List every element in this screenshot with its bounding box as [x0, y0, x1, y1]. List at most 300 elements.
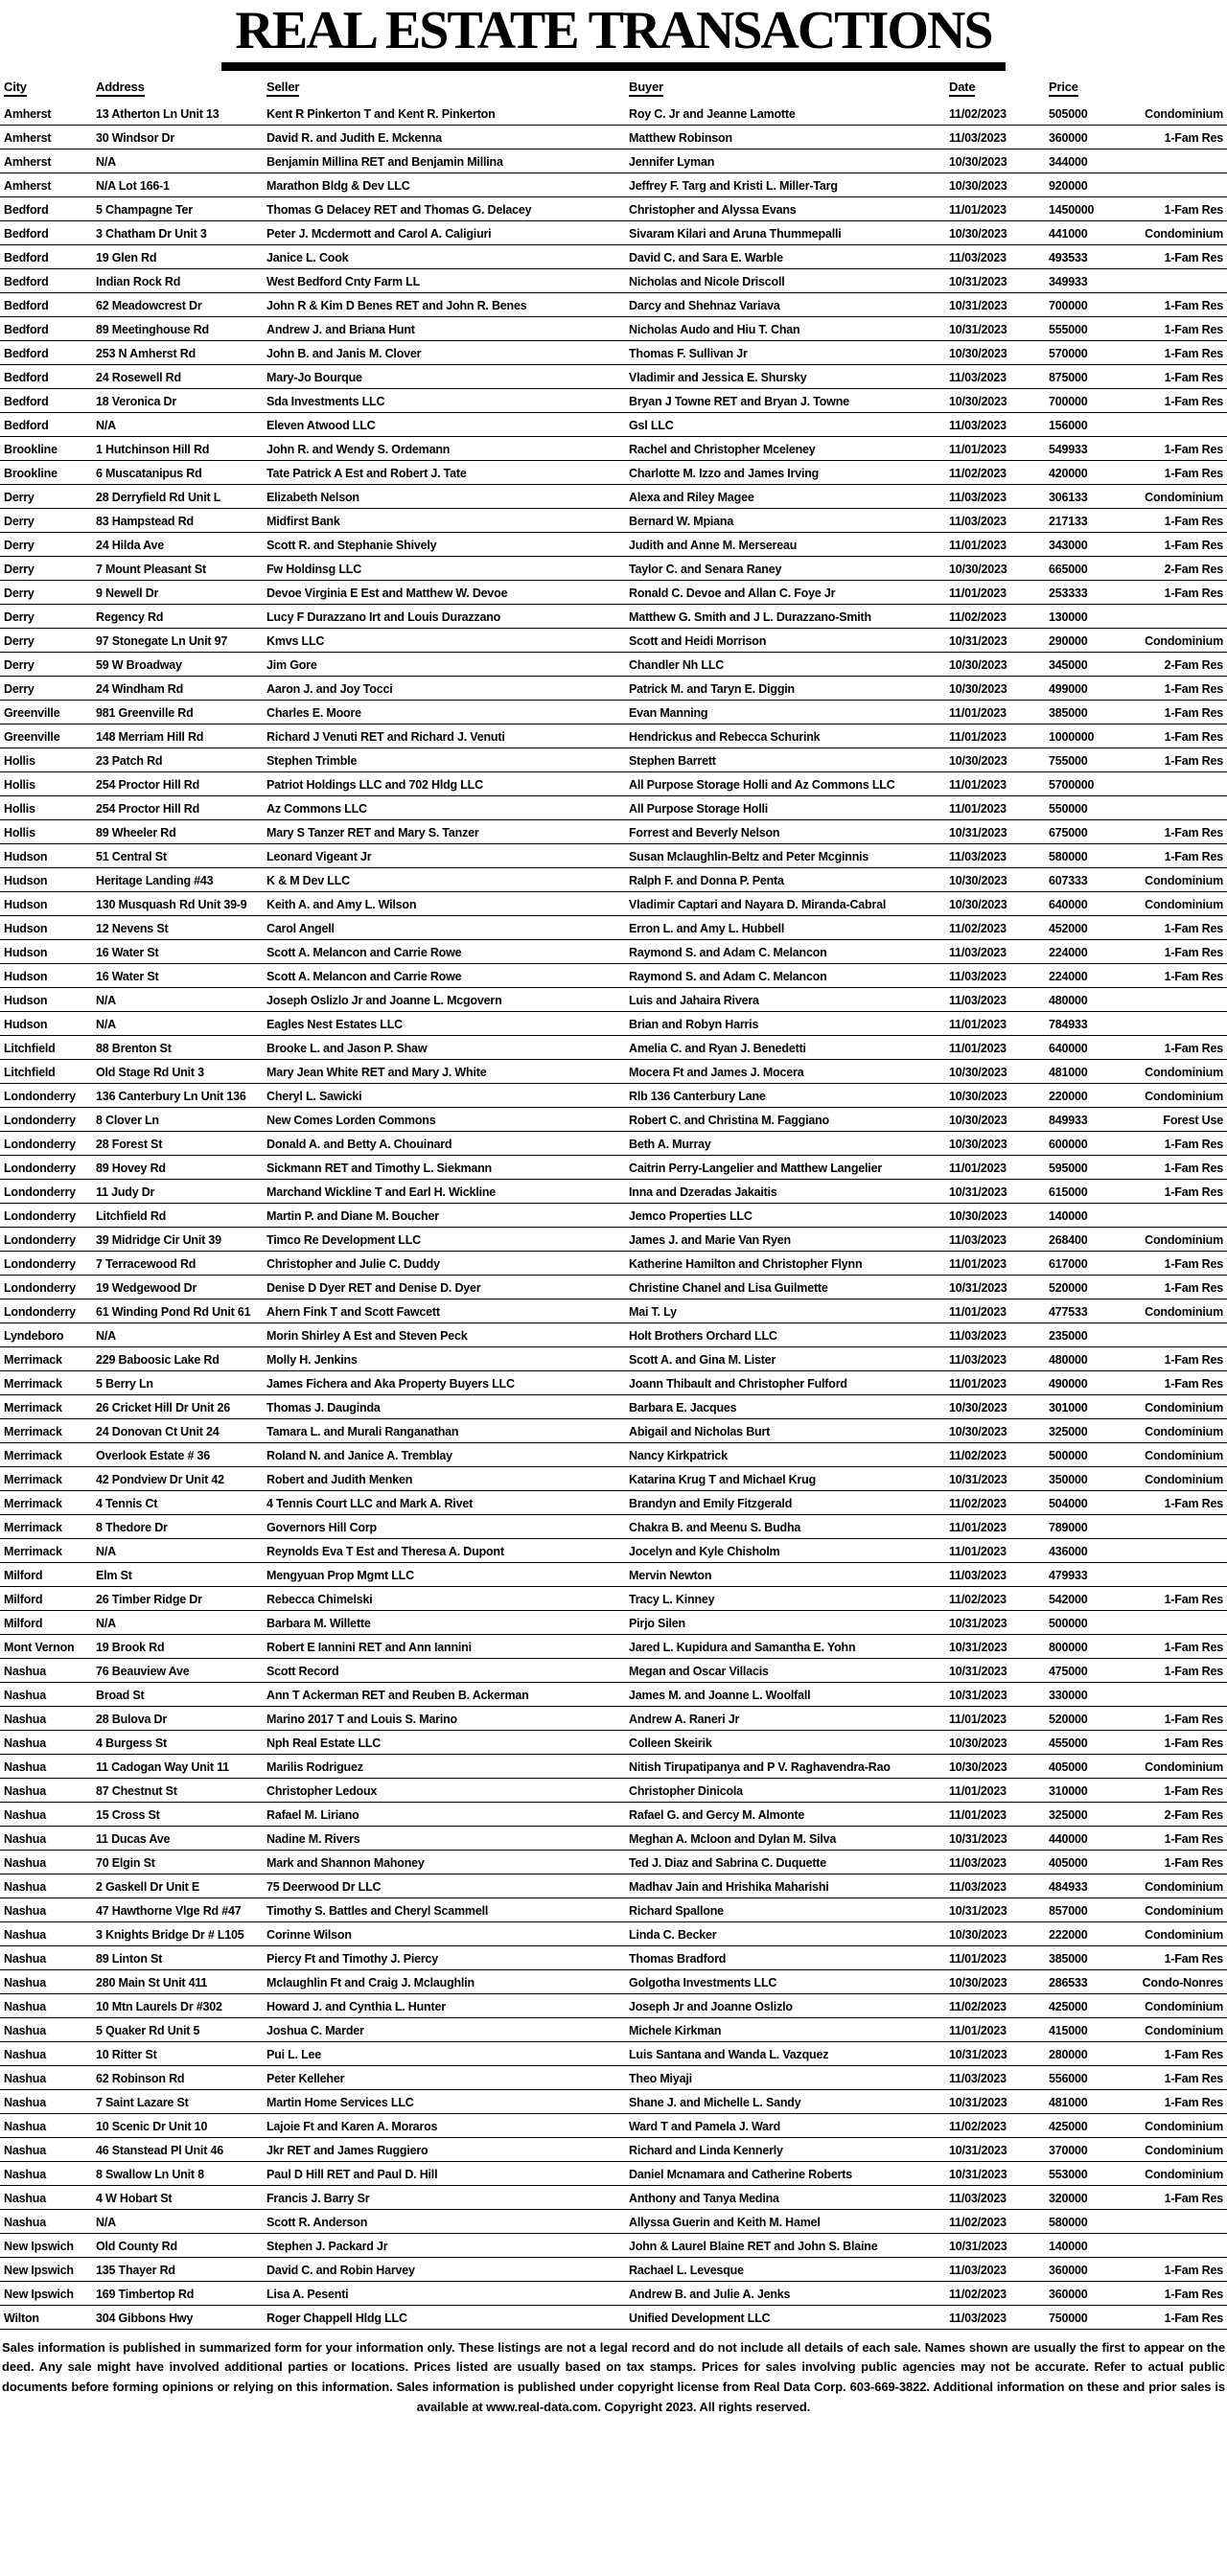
cell-city: Derry — [4, 681, 35, 696]
cell-buyer: Christopher and Alyssa Evans — [629, 202, 797, 217]
table-header-row — [0, 75, 1227, 101]
cell-buyer: Richard Spallone — [629, 1903, 724, 1918]
cell-date: 10/31/2023 — [949, 2143, 1007, 2157]
table-row — [0, 1921, 1227, 1945]
cell-type — [1137, 2233, 1227, 2257]
cell-date: 11/02/2023 — [949, 2119, 1007, 2133]
cell-type: Condominium — [1145, 1903, 1223, 1918]
cell-type: Condominium — [1145, 1472, 1223, 1486]
cell-type: Condominium — [1145, 2167, 1223, 2181]
cell-type: 1-Fam Res — [1164, 1831, 1223, 1846]
cell-seller: Mengyuan Prop Mgmt LLC — [266, 1568, 414, 1582]
table-row — [0, 819, 1227, 843]
cell-date: 10/30/2023 — [949, 897, 1007, 911]
cell-price: 520000 — [1049, 1712, 1088, 1726]
cell-address: 11 Judy Dr — [96, 1184, 155, 1199]
cell-city: Hudson — [4, 1017, 48, 1031]
cell-price: 784933 — [1049, 1017, 1088, 1031]
cell-city: Londonderry — [4, 1113, 76, 1127]
cell-buyer: Golgotha Investments LLC — [629, 1975, 777, 1990]
cell-price: 405000 — [1049, 1855, 1088, 1870]
table-row — [0, 628, 1227, 652]
table-row — [0, 1131, 1227, 1155]
cell-city: Merrimack — [4, 1472, 62, 1486]
table-row — [0, 196, 1227, 220]
cell-date: 11/03/2023 — [949, 490, 1007, 504]
cell-buyer: Scott A. and Gina M. Lister — [629, 1352, 776, 1367]
cell-city: Hollis — [4, 825, 35, 840]
cell-date: 10/30/2023 — [949, 1736, 1007, 1750]
table-row — [0, 292, 1227, 316]
cell-price: 349933 — [1049, 274, 1088, 288]
cell-type: Forest Use — [1163, 1113, 1223, 1127]
table-row — [0, 2137, 1227, 2161]
cell-address: 8 Swallow Ln Unit 8 — [96, 2167, 204, 2181]
cell-seller: Governors Hill Corp — [266, 1520, 377, 1534]
table-row — [0, 795, 1227, 819]
cell-price: 452000 — [1049, 921, 1088, 935]
cell-city: Nashua — [4, 2119, 46, 2133]
cell-city: Merrimack — [4, 1544, 62, 1558]
table-row — [0, 125, 1227, 149]
cell-date: 10/31/2023 — [949, 1831, 1007, 1846]
table-row — [0, 1370, 1227, 1394]
table-row — [0, 484, 1227, 508]
table-row — [0, 1658, 1227, 1682]
cell-seller: Nadine M. Rivers — [266, 1831, 360, 1846]
table-row — [0, 2233, 1227, 2257]
cell-buyer: John & Laurel Blaine RET and John S. Blaine — [629, 2239, 878, 2253]
cell-date: 11/01/2023 — [949, 1520, 1007, 1534]
cell-buyer: Bernard W. Mpiana — [629, 514, 734, 528]
cell-price: 343000 — [1049, 538, 1088, 552]
cell-address: Regency Rd — [96, 610, 164, 624]
cell-city: Nashua — [4, 2215, 46, 2229]
cell-type: 1-Fam Res — [1164, 921, 1223, 935]
table-row — [0, 1634, 1227, 1658]
cell-buyer: Barbara E. Jacques — [629, 1400, 737, 1414]
table-row — [0, 1227, 1227, 1251]
cell-address: 28 Bulova Dr — [96, 1712, 168, 1726]
cell-city: Londonderry — [4, 1208, 76, 1223]
cell-address: 6 Muscatanipus Rd — [96, 466, 202, 480]
table-row — [0, 891, 1227, 915]
cell-seller: Francis J. Barry Sr — [266, 2191, 370, 2205]
cell-address: 5 Berry Ln — [96, 1376, 153, 1391]
cell-seller: Sda Investments LLC — [266, 394, 385, 408]
table-row — [0, 1346, 1227, 1370]
cell-buyer: Ward T and Pamela J. Ward — [629, 2119, 781, 2133]
cell-city: Hudson — [4, 969, 48, 983]
cell-city: Nashua — [4, 1855, 46, 1870]
cell-price: 440000 — [1049, 1831, 1088, 1846]
cell-date: 11/01/2023 — [949, 1712, 1007, 1726]
cell-type: Condominium — [1145, 1424, 1223, 1438]
cell-price: 222000 — [1049, 1927, 1088, 1942]
cell-date: 11/01/2023 — [949, 202, 1007, 217]
cell-address: 62 Meadowcrest Dr — [96, 298, 202, 312]
cell-type: Condominium — [1145, 2143, 1223, 2157]
cell-price: 156000 — [1049, 418, 1088, 432]
cell-address: 70 Elgin St — [96, 1855, 155, 1870]
cell-type: 1-Fam Res — [1164, 394, 1223, 408]
cell-date: 11/02/2023 — [949, 1592, 1007, 1606]
cell-seller: New Comes Lorden Commons — [266, 1113, 436, 1127]
cell-address: 13 Atherton Ln Unit 13 — [96, 106, 220, 121]
cell-date: 11/03/2023 — [949, 370, 1007, 384]
cell-price: 481000 — [1049, 1065, 1088, 1079]
cell-address: N/A — [96, 1328, 116, 1343]
cell-buyer: Jared L. Kupidura and Samantha E. Yohn — [629, 1640, 856, 1654]
table-row — [0, 1993, 1227, 2017]
cell-seller: Reynolds Eva T Est and Theresa A. Dupont — [266, 1544, 504, 1558]
cell-date: 10/30/2023 — [949, 657, 1007, 672]
cell-date: 10/30/2023 — [949, 1927, 1007, 1942]
cell-type: Condominium — [1145, 2023, 1223, 2037]
cell-date: 10/30/2023 — [949, 346, 1007, 360]
cell-address: N/A — [96, 418, 116, 432]
cell-city: Hudson — [4, 945, 48, 959]
cell-buyer: Andrew B. and Julie A. Jenks — [629, 2287, 791, 2301]
cell-city: Derry — [4, 538, 35, 552]
cell-address: Old County Rd — [96, 2239, 177, 2253]
cell-address: N/A — [96, 2215, 116, 2229]
cell-address: 229 Baboosic Lake Rd — [96, 1352, 220, 1367]
cell-type: 1-Fam Res — [1164, 2263, 1223, 2277]
cell-date: 11/02/2023 — [949, 921, 1007, 935]
cell-address: 254 Proctor Hill Rd — [96, 777, 200, 792]
cell-date: 10/30/2023 — [949, 178, 1007, 193]
cell-buyer: Rlb 136 Canterbury Lane — [629, 1089, 766, 1103]
cell-address: N/A Lot 166-1 — [96, 178, 170, 193]
cell-address: 24 Hilda Ave — [96, 538, 165, 552]
cell-seller: Elizabeth Nelson — [266, 490, 359, 504]
table-row — [0, 1586, 1227, 1610]
table-row — [0, 987, 1227, 1011]
table-row — [0, 2041, 1227, 2065]
cell-city: Nashua — [4, 2191, 46, 2205]
cell-seller: Benjamin Millina RET and Benjamin Millina — [266, 154, 503, 169]
cell-type: 1-Fam Res — [1164, 1951, 1223, 1966]
cell-address: 7 Saint Lazare St — [96, 2095, 189, 2109]
cell-price: 700000 — [1049, 298, 1088, 312]
cell-seller: Kent R Pinkerton T and Kent R. Pinkerton — [266, 106, 496, 121]
cell-city: Londonderry — [4, 1089, 76, 1103]
cell-address: 46 Stanstead Pl Unit 46 — [96, 2143, 223, 2157]
cell-address: 130 Musquash Rd Unit 39-9 — [96, 897, 247, 911]
cell-buyer: Forrest and Beverly Nelson — [629, 825, 780, 840]
cell-price: 920000 — [1049, 178, 1088, 193]
cell-address: 83 Hampstead Rd — [96, 514, 194, 528]
cell-city: Greenville — [4, 729, 60, 744]
cell-price: 325000 — [1049, 1424, 1088, 1438]
cell-date: 10/31/2023 — [949, 1640, 1007, 1654]
cell-type: Condo-Nonres — [1142, 1975, 1223, 1990]
cell-city: Bedford — [4, 274, 49, 288]
cell-type: 1-Fam Res — [1164, 1137, 1223, 1151]
cell-type: 1-Fam Res — [1164, 1664, 1223, 1678]
cell-type — [1137, 1011, 1227, 1035]
cell-city: Nashua — [4, 1903, 46, 1918]
table-row — [0, 101, 1227, 125]
cell-city: Nashua — [4, 2047, 46, 2061]
table-row — [0, 1442, 1227, 1466]
table-row — [0, 771, 1227, 795]
cell-date: 11/01/2023 — [949, 705, 1007, 720]
cell-buyer: Scott and Heidi Morrison — [629, 633, 767, 648]
cell-city: Milford — [4, 1616, 43, 1630]
table-row — [0, 1394, 1227, 1418]
cell-address: 8 Clover Ln — [96, 1113, 159, 1127]
cell-city: Londonderry — [4, 1184, 76, 1199]
cell-seller: Marino 2017 T and Louis S. Marino — [266, 1712, 457, 1726]
cell-address: 51 Central St — [96, 849, 167, 863]
cell-buyer: Vladimir Captari and Nayara D. Miranda-Cabral — [629, 897, 887, 911]
cell-type — [1137, 412, 1227, 436]
table-row — [0, 1898, 1227, 1921]
cell-date: 11/01/2023 — [949, 538, 1007, 552]
cell-buyer: Mocera Ft and James J. Mocera — [629, 1065, 804, 1079]
cell-buyer: Brandyn and Emily Fitzgerald — [629, 1496, 793, 1510]
cell-date: 11/03/2023 — [949, 1352, 1007, 1367]
cell-type: Condominium — [1145, 106, 1223, 121]
column-header-price: Price — [1049, 80, 1078, 97]
cell-seller: Roland N. and Janice A. Tremblay — [266, 1448, 452, 1462]
cell-buyer: Joann Thibault and Christopher Fulford — [629, 1376, 847, 1391]
cell-price: 253333 — [1049, 586, 1088, 600]
cell-buyer: Anthony and Tanya Medina — [629, 2191, 779, 2205]
cell-price: 385000 — [1049, 705, 1088, 720]
cell-seller: Lucy F Durazzano Irt and Louis Durazzano — [266, 610, 501, 624]
cell-address: Heritage Landing #43 — [96, 873, 214, 887]
cell-city: Bedford — [4, 322, 49, 336]
table-row — [0, 676, 1227, 700]
cell-buyer: Erron L. and Amy L. Hubbell — [629, 921, 785, 935]
cell-price: 310000 — [1049, 1783, 1088, 1798]
cell-address: 5 Quaker Rd Unit 5 — [96, 2023, 200, 2037]
cell-buyer: Nitish Tirupatipanya and P V. Raghavendra-Rao — [629, 1760, 891, 1774]
cell-price: 280000 — [1049, 2047, 1088, 2061]
cell-type: 1-Fam Res — [1164, 1161, 1223, 1175]
table-row — [0, 340, 1227, 364]
cell-buyer: Katherine Hamilton and Christopher Flynn — [629, 1256, 863, 1271]
cell-seller: Kmvs LLC — [266, 633, 325, 648]
cell-buyer: Daniel Mcnamara and Catherine Roberts — [629, 2167, 852, 2181]
table-row — [0, 220, 1227, 244]
cell-city: Derry — [4, 490, 35, 504]
table-row — [0, 1826, 1227, 1850]
cell-buyer: Tracy L. Kinney — [629, 1592, 715, 1606]
cell-type: 1-Fam Res — [1164, 538, 1223, 552]
transactions-table — [0, 75, 1227, 2330]
cell-seller: John R. and Wendy S. Ordemann — [266, 442, 451, 456]
table-row — [0, 700, 1227, 724]
cell-city: Londonderry — [4, 1161, 76, 1175]
disclaimer-text: Sales information is published in summarized form for your information only. These listings are not a legal record and do not include all details of each sale. Names shown are usually the first to appear on the deed. Any sale might have involved additional parties or locations. Prices listed are usually based on tax stamps. Prices for sales involving public agencies may not be accurate. Refer to actual public documents before forming opinions or relying on this information. Sales information is published under copyright license from Real Data Corp. 603-669-3822. Additional information on these and prior sales is available at www.real-data.com. Copyright 2023. All rights reserved. — [2, 2339, 1225, 2414]
cell-seller: Thomas G Delacey RET and Thomas G. Delacey — [266, 202, 532, 217]
cell-type: Condominium — [1145, 1065, 1223, 1079]
cell-buyer: Brian and Robyn Harris — [629, 1017, 759, 1031]
cell-date: 10/30/2023 — [949, 1424, 1007, 1438]
cell-city: Milford — [4, 1568, 43, 1582]
cell-price: 477533 — [1049, 1304, 1088, 1319]
cell-buyer: Raymond S. and Adam C. Melancon — [629, 969, 827, 983]
cell-type: 1-Fam Res — [1164, 1352, 1223, 1367]
table-row — [0, 1179, 1227, 1203]
cell-seller: Patriot Holdings LLC and 702 Hldg LLC — [266, 777, 483, 792]
cell-price: 224000 — [1049, 945, 1088, 959]
cell-city: Londonderry — [4, 1256, 76, 1271]
table-row — [0, 2257, 1227, 2281]
table-row — [0, 1299, 1227, 1322]
cell-type — [1137, 1682, 1227, 1706]
table-row — [0, 436, 1227, 460]
cell-seller: Mary-Jo Bourque — [266, 370, 362, 384]
cell-address: N/A — [96, 993, 116, 1007]
cell-address: 61 Winding Pond Rd Unit 61 — [96, 1304, 251, 1319]
cell-seller: Mclaughlin Ft and Craig J. Mclaughlin — [266, 1975, 475, 1990]
cell-buyer: Taylor C. and Senara Raney — [629, 562, 782, 576]
cell-price: 553000 — [1049, 2167, 1088, 2181]
cell-type: 1-Fam Res — [1164, 849, 1223, 863]
cell-type — [1137, 604, 1227, 628]
cell-city: Londonderry — [4, 1232, 76, 1247]
cell-city: Merrimack — [4, 1448, 62, 1462]
cell-date: 11/01/2023 — [949, 1161, 1007, 1175]
cell-address: 12 Nevens St — [96, 921, 169, 935]
cell-price: 480000 — [1049, 1352, 1088, 1367]
cell-price: 520000 — [1049, 1280, 1088, 1295]
column-header-date: Date — [949, 80, 975, 97]
cell-city: Nashua — [4, 2167, 46, 2181]
cell-buyer: Darcy and Shehnaz Variava — [629, 298, 780, 312]
table-row — [0, 388, 1227, 412]
cell-address: 136 Canterbury Ln Unit 136 — [96, 1089, 246, 1103]
table-row — [0, 1706, 1227, 1730]
cell-buyer: Christine Chanel and Lisa Guilmette — [629, 1280, 828, 1295]
cell-buyer: Raymond S. and Adam C. Melancon — [629, 945, 827, 959]
cell-date: 10/30/2023 — [949, 873, 1007, 887]
table-row — [0, 963, 1227, 987]
cell-price: 217133 — [1049, 514, 1088, 528]
cell-address: 148 Merriam Hill Rd — [96, 729, 204, 744]
cell-type — [1137, 1322, 1227, 1346]
cell-buyer: Rachael L. Levesque — [629, 2263, 744, 2277]
cell-buyer: Luis and Jahaira Rivera — [629, 993, 759, 1007]
cell-seller: 4 Tennis Court LLC and Mark A. Rivet — [266, 1496, 474, 1510]
cell-date: 11/03/2023 — [949, 2071, 1007, 2085]
cell-address: 11 Ducas Ave — [96, 1831, 171, 1846]
cell-price: 595000 — [1049, 1161, 1088, 1175]
cell-date: 10/31/2023 — [949, 2239, 1007, 2253]
table-row — [0, 172, 1227, 196]
table-row — [0, 1562, 1227, 1586]
cell-price: 1000000 — [1049, 729, 1095, 744]
cell-seller: Peter Kelleher — [266, 2071, 345, 2085]
cell-seller: Scott Record — [266, 1664, 339, 1678]
cell-city: Amherst — [4, 130, 52, 145]
cell-address: 19 Wedgewood Dr — [96, 1280, 197, 1295]
cell-city: Derry — [4, 586, 35, 600]
cell-seller: Eagles Nest Estates LLC — [266, 1017, 403, 1031]
table-row — [0, 1945, 1227, 1969]
cell-buyer: Bryan J Towne RET and Bryan J. Towne — [629, 394, 849, 408]
cell-date: 11/03/2023 — [949, 1232, 1007, 1247]
table-row — [0, 1610, 1227, 1634]
cell-price: 350000 — [1049, 1472, 1088, 1486]
cell-city: Londonderry — [4, 1280, 76, 1295]
cell-city: Mont Vernon — [4, 1640, 75, 1654]
cell-type — [1137, 1203, 1227, 1227]
cell-seller: Stephen Trimble — [266, 753, 358, 768]
cell-city: Derry — [4, 514, 35, 528]
cell-date: 11/01/2023 — [949, 1544, 1007, 1558]
cell-price: 617000 — [1049, 1256, 1088, 1271]
table-row — [0, 1969, 1227, 1993]
cell-seller: Morin Shirley A Est and Steven Peck — [266, 1328, 468, 1343]
cell-address: 88 Brenton St — [96, 1041, 172, 1055]
cell-address: 18 Veronica Dr — [96, 394, 177, 408]
cell-buyer: Ronald C. Devoe and Allan C. Foye Jr — [629, 586, 836, 600]
cell-type: 1-Fam Res — [1164, 1855, 1223, 1870]
cell-city: Derry — [4, 633, 35, 648]
cell-city: Nashua — [4, 2071, 46, 2085]
cell-seller: Donald A. and Betty A. Chouinard — [266, 1137, 452, 1151]
cell-address: 3 Chatham Dr Unit 3 — [96, 226, 207, 241]
cell-city: Derry — [4, 657, 35, 672]
cell-seller: James Fichera and Aka Property Buyers LLC — [266, 1376, 515, 1391]
cell-price: 455000 — [1049, 1736, 1088, 1750]
cell-buyer: Thomas Bradford — [629, 1951, 727, 1966]
table-row — [0, 1730, 1227, 1754]
cell-type: 1-Fam Res — [1164, 2047, 1223, 2061]
table-row — [0, 1155, 1227, 1179]
column-header-type — [1137, 75, 1227, 101]
cell-seller: Timco Re Development LLC — [266, 1232, 421, 1247]
cell-seller: Marathon Bldg & Dev LLC — [266, 178, 410, 193]
cell-address: 89 Wheeler Rd — [96, 825, 176, 840]
cell-address: N/A — [96, 1544, 116, 1558]
table-row — [0, 1011, 1227, 1035]
cell-city: Greenville — [4, 705, 60, 720]
cell-address: 97 Stonegate Ln Unit 97 — [96, 633, 228, 648]
cell-city: Nashua — [4, 2143, 46, 2157]
cell-buyer: Thomas F. Sullivan Jr — [629, 346, 748, 360]
cell-type: 1-Fam Res — [1164, 729, 1223, 744]
cell-buyer: Shane J. and Michelle L. Sandy — [629, 2095, 801, 2109]
cell-date: 11/03/2023 — [949, 130, 1007, 145]
cell-buyer: Theo Miyaji — [629, 2071, 692, 2085]
cell-seller: Carol Angell — [266, 921, 335, 935]
cell-type: 1-Fam Res — [1164, 130, 1223, 145]
cell-address: 59 W Broadway — [96, 657, 182, 672]
cell-address: 4 Tennis Ct — [96, 1496, 158, 1510]
cell-seller: Corinne Wilson — [266, 1927, 352, 1942]
cell-price: 640000 — [1049, 897, 1088, 911]
cell-type: 2-Fam Res — [1164, 1807, 1223, 1822]
cell-buyer: Nancy Kirkpatrick — [629, 1448, 728, 1462]
table-row — [0, 1466, 1227, 1490]
cell-buyer: Alexa and Riley Magee — [629, 490, 754, 504]
cell-date: 10/31/2023 — [949, 1664, 1007, 1678]
cell-address: 304 Gibbons Hwy — [96, 2311, 194, 2325]
cell-seller: Mary S Tanzer RET and Mary S. Tanzer — [266, 825, 479, 840]
cell-price: 330000 — [1049, 1688, 1088, 1702]
cell-price: 481000 — [1049, 2095, 1088, 2109]
cell-price: 750000 — [1049, 2311, 1088, 2325]
cell-price: 640000 — [1049, 1041, 1088, 1055]
cell-buyer: Rachel and Christopher Mceleney — [629, 442, 816, 456]
